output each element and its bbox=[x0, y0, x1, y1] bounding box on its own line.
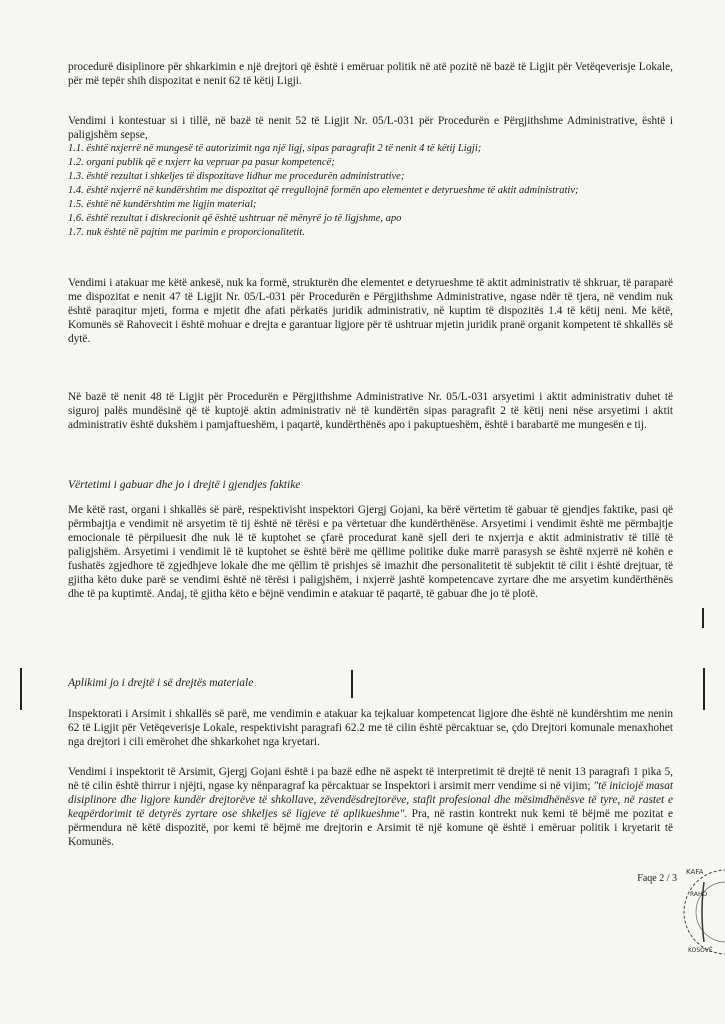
paragraph-inspector-decision bbox=[68, 765, 673, 849]
paragraph-text: Vendimi i inspektorit të Arsimit, Gjergj Gojani është i pa bazë edhe në aspekt të interpretimit të drejtë të nenit 13 paragrafi 1 pika 5, në të cilin është thirrur i njëjti, ngase ky nënparagraf ka përcaktuar se Inspektori i arsimit merr vendime si në vijim; "të iniciojë masat disiplinore dhe ligjore kundër drejtorëve të shkollave, zëvendësdrejtorëve, stafit profesional dhe mësimdhënësve të tyre, në rastet e keqpërdorimit të detyrës zyrtare ose shkeljes së ligjeve të aplikueshme". Pra, në rastin kontrekt nuk kemi të bëjmë me pozitat e përmendura në këtë dispozitë, por kemi të bëjmë me drejtorin e Arsimit të një komune që është i emëruar politik i kryetarit të Komunës. bbox=[68, 766, 674, 848]
svg-text:KOSOVË: KOSOVË bbox=[688, 947, 713, 954]
scan-mark bbox=[20, 668, 22, 710]
scan-mark bbox=[703, 668, 705, 710]
list-item: 1.6. është rezultat i diskrecionit që është ushtruar në mënyrë jo të ligjshme, apo bbox=[68, 213, 402, 224]
page-number: Faqe 2 / 3 bbox=[637, 873, 677, 884]
list-item: 1.1. është nxjerrë në mungesë të autorizimit nga një ligj, sipas paragrafit 2 të nenit 4 të këtij Ligji; bbox=[68, 143, 482, 154]
list-item: 1.5. është në kundërshtim me ligjin material; bbox=[68, 199, 257, 210]
list-item: 1.3. është rezultat i shkeljes të dispozitave lidhur me procedurën administrative; bbox=[68, 171, 405, 182]
paragraph-text: Me këtë rast, organi i shkallës së parë, respektivisht inspektori Gjergj Gojani, ka bërë vërtetim të gabuar të gjendjes faktike, pasi që përmbajtja e vendimit në arsyetim të tij është në tërësi e pa vërtetuar dhe kundërthënëse. Arsyetimi i vendimit është me përmbajtje emocionale të përpiluesit dhe nuk lë të kuptohet se çfarë procedurat kanë sjell deri te nxjerrja e aktit administrativ të tillë të paligjshëm. Arsyetimi i vendimit lë të kuptohet se është bërë me qëllime politike duke marrë parasysh se është nxjerrë në kohën e fushatës zgjedhore të zgjedhjeve lokale dhe me qëllim të prishjes së imazhit dhe personalitetit të subjektit të cilit i është drejtuar, të gjitha këto duke parë se vendimi është në tërësi i paligjshëm, i nxjerrë jashtë kompetencave zyrtare dhe me arsyetim kundërthënës dhe të pa kuptimtë. Andaj, të gjitha këto e bëjnë vendimin e atakuar të paqartë, të gabuar dhe jo të plotë. bbox=[68, 504, 673, 600]
paragraph-text: Në bazë të nenit 48 të Ligjit për Procedurën e Përgjithshme Administrative Nr. 05/L-031 arsyetimi i aktit administrativ duhet të siguroj palës mundësinë që të kuptojë aktin administrativ në të kundërtën sipas paragrafit 2 të këtij neni nëse arsyetimi i aktit administrativ është dukshëm i pamjaftueshëm, i paqartë, kundërthënës apo i pakuptueshëm, është i barabartë me mungesën e tij. bbox=[68, 391, 673, 431]
list-item: 1.7. nuk është në pajtim me parimin e proporcionalitetit. bbox=[68, 227, 305, 238]
paragraph-inspectorate bbox=[68, 707, 673, 749]
paragraph-text: Vendimi i atakuar me këtë ankesë, nuk ka formë, strukturën dhe elementet e detyrueshme të aktit administrativ të shkruar, të paraparë me dispozitat e nenit 47 të Ligjit Nr. 05/L-031 për Procedurën e Përgjithshme Administrative, ngase ndër të tjera, në vendim nuk është paraqitur mjeti, forma e mjetit dhe afati përkatës juridik administrativ, në kuptim të dispozitës 1.4 të këtij neni. Me këtë, Komunës së Rahovecit i është mohuar e drejta e garantuar ligjore për të ushtruar mjetin juridik pranë organit kompetent të shkallës së dytë. bbox=[68, 277, 673, 345]
paragraph-text: Vendimi i kontestuar si i tillë, në bazë të nenit 52 të Ligjit Nr. 05/L-031 për Procedurën e Përgjithshme Administrative, është i paligjshëm sepse, bbox=[68, 115, 673, 141]
paragraph-procedure bbox=[68, 60, 673, 88]
paragraph-form-structure bbox=[68, 276, 673, 346]
paragraph-article-48 bbox=[68, 390, 673, 432]
scan-mark bbox=[702, 608, 704, 628]
section-heading-facts: Vërtetimi i gabuar dhe jo i drejtë i gjendjes faktike bbox=[68, 479, 301, 491]
paragraph-contested-decision bbox=[68, 114, 673, 240]
section-heading-material-law: Aplikimi jo i drejtë i së drejtës materiale bbox=[68, 677, 254, 689]
paragraph-text: procedurë disiplinore për shkarkimin e një drejtori që është i emëruar politik në atë pozitë në bazë të Ligjit për Vetëqeverisje Lokale, për më tepër shih dispozitat e nenit 62 të këtij Ligji. bbox=[68, 61, 673, 87]
official-stamp-icon bbox=[678, 852, 725, 982]
scan-mark bbox=[351, 670, 353, 698]
paragraph-facts bbox=[68, 503, 673, 601]
paragraph-text: Inspektorati i Arsimit i shkallës së parë, me vendimin e atakuar ka tejkaluar kompetencat ligjore dhe është në kundërshtim me nenin 62 të Ligjit për Vetëqeverisje Lokale, respektivisht paragrafi 62.2 me të cilin është përcaktuar se, çdo Drejtori komunale menaxhohet nga drejtori i cili emërohet dhe shkarkohet nga kryetari. bbox=[68, 708, 673, 748]
illegality-list bbox=[68, 142, 673, 240]
svg-text:RAHO: RAHO bbox=[690, 891, 708, 898]
list-item: 1.2. organi publik që e nxjerr ka vepruar pa pasur kompetencë; bbox=[68, 157, 335, 168]
list-item: 1.4. është nxjerrë në kundërshtim me dispozitat që rregullojnë formën apo elementet e detyrueshme të aktit administrativ; bbox=[68, 185, 579, 196]
svg-text:KAFA: KAFA bbox=[686, 868, 704, 876]
quoted-law: "të iniciojë masat disiplinore dhe ligjore kundër drejtorëve të shkollave, zëvendësdrejtorëve, stafit profesional dhe mësimdhënësve të tyre, në rastet e keqpërdorimit të detyrës zyrtare ose shkeljes së ligjeve të aplikueshme" bbox=[68, 780, 673, 820]
